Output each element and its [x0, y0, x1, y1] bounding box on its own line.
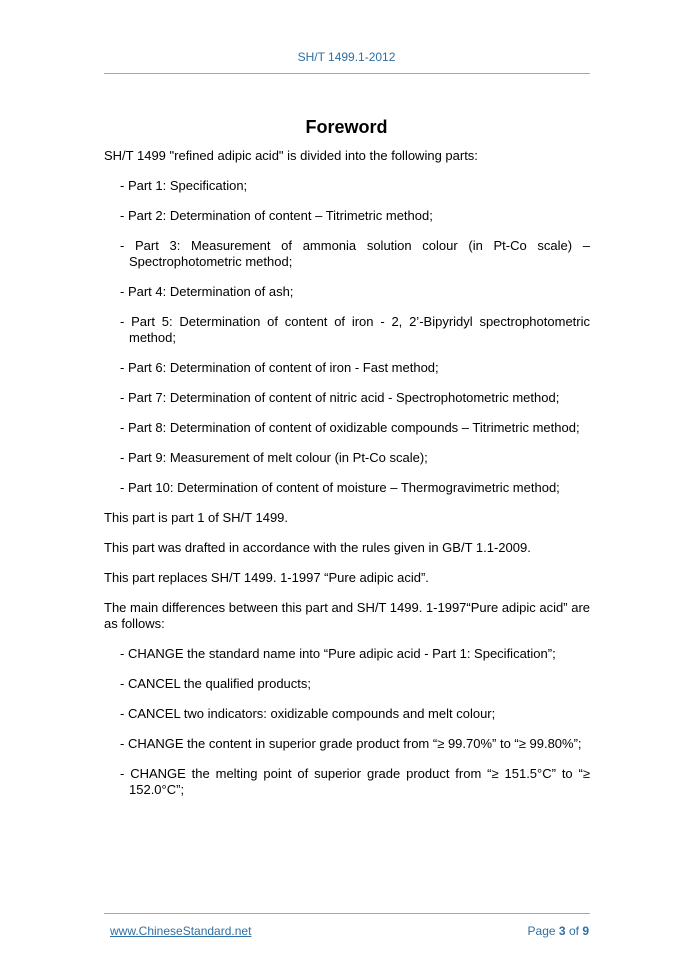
page-current: 3 — [558, 924, 566, 938]
part-list-item: - Part 9: Measurement of melt colour (in Pt-Co scale); — [120, 450, 428, 465]
page-of: of — [568, 924, 579, 938]
change-list-item: - CANCEL two indicators: oxidizable compounds and melt colour; — [120, 706, 496, 721]
part-list-item: - Part 8: Determination of content of oxidizable compounds – Titrimetric method; — [120, 420, 580, 435]
part-list-item: - Part 5: Determination of content of iron - 2, 2’-Bipyridyl spectrophotometric method; — [120, 314, 590, 345]
page-number — [528, 924, 589, 938]
page-title: Foreword — [305, 117, 388, 137]
part-list-item: - Part 3: Measurement of ammonia solution colour (in Pt-Co scale) – Spectrophotometric method; — [120, 238, 590, 269]
body-paragraph: This part replaces SH/T 1499. 1-1997 “Pure adipic acid”. — [104, 570, 429, 585]
document-body — [104, 148, 590, 812]
change-list-item: - CHANGE the standard name into “Pure adipic acid - Part 1: Specification”; — [120, 646, 556, 661]
body-paragraph: This part is part 1 of SH/T 1499. — [104, 510, 289, 525]
website-link[interactable]: www.ChineseStandard.net — [110, 924, 252, 938]
part-list-item: - Part 6: Determination of content of iron - Fast method; — [120, 360, 439, 375]
page-total: 9 — [582, 924, 589, 938]
part-list-item: - Part 7: Determination of content of nitric acid - Spectrophotometric method; — [120, 390, 560, 405]
part-list-item: - Part 1: Specification; — [120, 178, 248, 193]
footer-divider — [104, 913, 590, 914]
page-prefix: Page — [527, 924, 556, 938]
body-paragraph: This part was drafted in accordance with the rules given in GB/T 1.1-2009. — [104, 540, 531, 555]
change-list-item: - CANCEL the qualified products; — [120, 676, 312, 691]
part-list-item: - Part 2: Determination of content – Titrimetric method; — [120, 208, 433, 223]
body-paragraph: The main differences between this part and SH/T 1499. 1-1997“Pure adipic acid” are as follows: — [104, 600, 590, 631]
part-list-item: - Part 10: Determination of content of moisture – Thermogravimetric method; — [120, 480, 560, 495]
part-list-item: - Part 4: Determination of ash; — [120, 284, 294, 299]
change-list-item: - CHANGE the melting point of superior grade product from “≥ 151.5°C” to “≥ 152.0°C”; — [120, 766, 590, 797]
header-divider — [104, 73, 590, 74]
intro-paragraph: SH/T 1499 "refined adipic acid" is divided into the following parts: — [104, 148, 478, 163]
change-list-item: - CHANGE the content in superior grade product from “≥ 99.70%” to “≥ 99.80%”; — [120, 736, 582, 751]
document-header-id: SH/T 1499.1-2012 — [297, 50, 396, 64]
